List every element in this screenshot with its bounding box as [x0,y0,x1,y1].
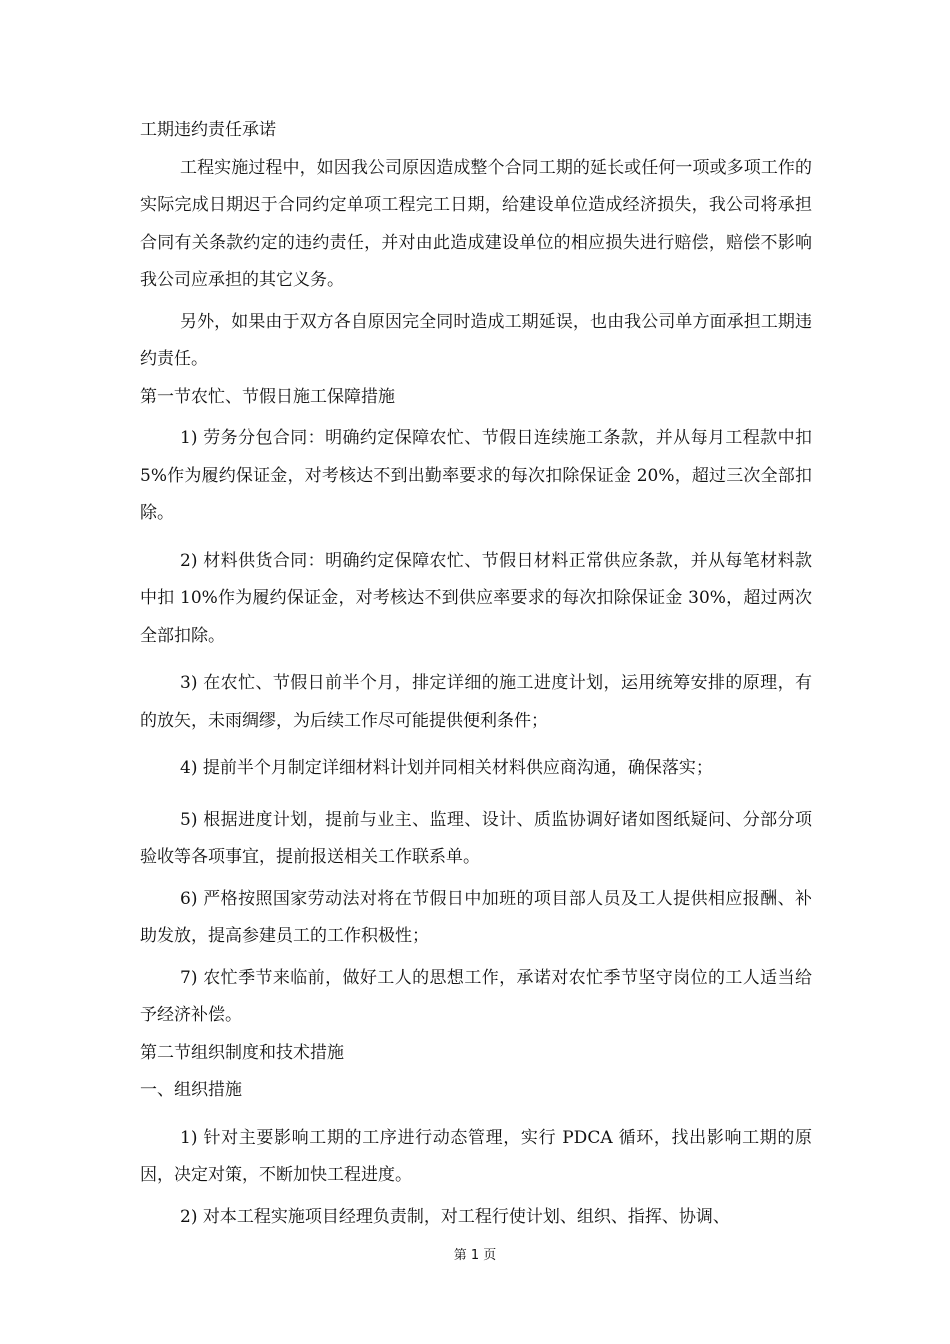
list-item: 3) 在农忙、节假日前半个月，排定详细的施工进度计划，运用统筹安排的原理，有的放矢，未雨绸缪，为后续工作尽可能提供便利条件； [140,673,812,731]
list-item: 2) 材料供货合同：明确约定保障农忙、节假日材料正常供应条款，并从每笔材料款中扣 10%作为履约保证金，对考核达不到供应率要求的每次扣除保证金 30%，超过两次全部扣除。 [140,550,812,646]
paragraph: 工程实施过程中，如因我公司原因造成整个合同工期的延长或任何一项或多项工作的实际完成日期迟于合同约定单项工程完工日期，给建设单位造成经济损失，我公司将承担合同有关条款约定的违约责任，并对由此造成建设单位的相应损失进行赔偿，赔偿不影响我公司应承担的其它义务。 [140,157,812,290]
list-item: 7) 农忙季节来临前，做好工人的思想工作，承诺对农忙季节坚守岗位的工人适当给予经济补偿。 [140,967,812,1025]
subsection-heading: 一、组织措施 [140,1080,242,1100]
section-heading: 第一节农忙、节假日施工保障措施 [140,386,395,407]
document-body [140,112,812,1236]
section-heading: 工期违约责任承诺 [140,120,276,140]
list-item: 1) 劳务分包合同：明确约定保障农忙、节假日连续施工条款，并从每月工程款中扣 5%作为履约保证金，对考核达不到出勤率要求的每次扣除保证金 20%，超过三次全部扣除。 [140,428,812,523]
list-item: 5) 根据进度计划，提前与业主、监理、设计、质监协调好诸如图纸疑问、分部分项验收等各项事宜，提前报送相关工作联系单。 [140,809,812,867]
list-item: 6) 严格按照国家劳动法对将在节假日中加班的项目部人员及工人提供相应报酬、补助发放，提高参建员工的工作积极性； [140,888,812,946]
list-item: 4) 提前半个月制定详细材料计划并同相关材料供应商沟通，确保落实； [180,758,713,778]
page-number: 第 1 页 [453,1248,497,1263]
paragraph: 另外，如果由于双方各自原因完全同时造成工期延误，也由我公司单方面承担工期违约责任。 [140,311,812,369]
list-item: 1) 针对主要影响工期的工序进行动态管理，实行 PDCA 循环，找出影响工期的原因，决定对策，不断加快工程进度。 [140,1127,812,1185]
list-item: 2) 对本工程实施项目经理负责制，对工程行使计划、组织、指挥、协调、 [180,1206,730,1227]
section-heading: 第二节组织制度和技术措施 [140,1042,344,1063]
